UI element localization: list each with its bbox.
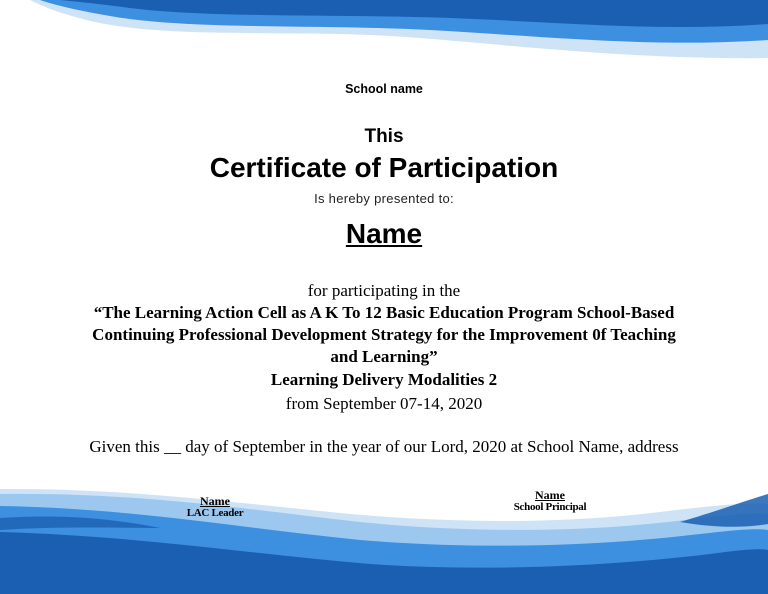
event-dates: from September 07-14, 2020 — [285, 394, 483, 413]
signatory-role: LAC Leader — [186, 507, 244, 519]
given-statement: Given this __ day of September in the year of our Lord, 2020 at School Name, address — [89, 437, 679, 456]
school-name: School name — [345, 82, 423, 96]
recipient-name: Name — [345, 218, 423, 249]
certificate-title: Certificate of Participation — [209, 152, 559, 183]
program-title: “The Learning Action Cell as A K To 12 Basic Education Program School-Based Continuing Professional Development Strategy for the Improvement 0f Teaching and Learning” — [92, 303, 676, 366]
modality-title: Learning Delivery Modalities 2 — [270, 370, 498, 389]
signatory-name: Name — [535, 488, 565, 502]
signatory-lac-leader — [165, 495, 265, 519]
top-wave-decoration — [0, 0, 768, 70]
signatory-school-principal — [495, 489, 605, 513]
presented-text: Is hereby presented to: — [314, 191, 454, 206]
this-heading: This — [364, 126, 404, 147]
signatory-role: School Principal — [513, 501, 587, 513]
participation-text: for participating in the — [307, 281, 461, 300]
bottom-wave-decoration — [0, 484, 768, 594]
signatory-name: Name — [200, 494, 230, 508]
